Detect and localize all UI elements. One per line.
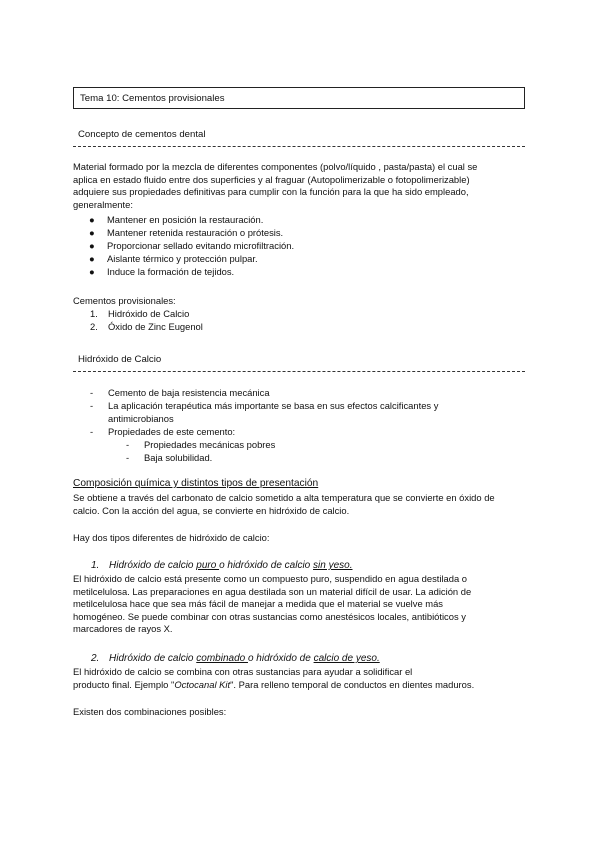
bullet-icon: ● xyxy=(89,253,95,264)
types-intro: Hay dos tipos diferentes de hidróxido de calcio: xyxy=(73,532,270,543)
type1-heading: 1. Hidróxido de calcio puro o hidróxido de calcio sin yeso. xyxy=(91,560,353,571)
text-line: Material formado por la mezcla de diferentes componentes (polvo/líquido , pasta/pasta) el cual se xyxy=(73,161,478,172)
list-item: - Propiedades de este cemento: xyxy=(90,426,236,437)
bullet-icon: ● xyxy=(89,227,95,238)
type1-paragraph xyxy=(73,573,528,636)
intro-paragraph xyxy=(73,161,528,211)
list-item: - Propiedades mecánicas pobres xyxy=(126,439,276,450)
type2-paragraph xyxy=(73,666,528,691)
text-line: homogéneo. Se puede combinar con otras sustancias como anestésicos locales, antibióticos y xyxy=(73,610,466,622)
bullet-icon: ● xyxy=(89,240,95,251)
text-line: generalmente: xyxy=(73,198,133,210)
list-item: - La aplicación terapéutica más importante se basa en sus efectos calcificantes y xyxy=(90,400,439,411)
dash-icon: - xyxy=(90,387,94,398)
composition-paragraph xyxy=(73,492,528,517)
list-item: ● Induce la formación de tejidos. xyxy=(89,266,235,277)
list-item: - Baja solubilidad. xyxy=(126,452,213,463)
list-item: ● Mantener retenida restauración o prótesis. xyxy=(89,227,284,238)
provisional-label: Cementos provisionales: xyxy=(73,295,176,306)
text-line: metilcelulosa. Las preparaciones en agua destilada son un material difícil de usar. La adición de xyxy=(73,585,472,597)
page-title: Tema 10: Cementos provisionales xyxy=(73,87,525,109)
section-heading-hidroxido: Hidróxido de Calcio xyxy=(78,354,162,365)
list-item-continued: antimicrobianos xyxy=(108,413,174,424)
dash-icon: - xyxy=(126,452,130,463)
text-line: El hidróxido de calcio está presente como un compuesto puro, suspendido en agua destilada o xyxy=(73,573,468,584)
list-item: ● Aislante térmico y protección pulpar. xyxy=(89,253,258,264)
closing-line: Existen dos combinaciones posibles: xyxy=(73,706,227,717)
text-line: El hidróxido de calcio se combina con otras sustancias para ayudar a solidificar el xyxy=(73,666,413,677)
list-item: 1. Hidróxido de Calcio xyxy=(90,308,190,319)
dash-icon: - xyxy=(90,400,94,411)
composition-heading: Composición química y distintos tipos de presentación xyxy=(73,478,319,489)
type2-heading: 2. Hidróxido de calcio combinado o hidróxido de calcio de yeso. xyxy=(91,653,380,664)
bullet-icon: ● xyxy=(89,266,95,277)
text-line: adquiere sus propiedades definitivas para cumplir con la función para la que ha sido empleado, xyxy=(73,186,469,198)
dash-icon: - xyxy=(126,439,130,450)
dashed-divider xyxy=(73,146,525,147)
text-line: Se obtiene a través del carbonato de calcio sometido a alta temperatura que se convierte en óxido de xyxy=(73,492,495,503)
list-item: 2. Óxido de Zinc Eugenol xyxy=(90,321,203,332)
bullet-icon: ● xyxy=(89,214,95,225)
list-item: - Cemento de baja resistencia mecánica xyxy=(90,387,270,398)
list-item: ● Mantener en posición la restauración. xyxy=(89,214,264,225)
text-line: metilcelulosa hace que sea más fácil de manejar a medida que el material se vuelve más xyxy=(73,598,443,610)
text-line: producto final. Ejemplo "Octocanal Kit". Para relleno temporal de conductos en dientes maduros. xyxy=(73,678,475,690)
list-item: ● Proporcionar sellado evitando microfiltración. xyxy=(89,240,295,251)
text-line: calcio. Con la acción del agua, se convierte en hidróxido de calcio. xyxy=(73,504,350,516)
section-heading-concepto: Concepto de cementos dental xyxy=(78,129,206,140)
text-line: aplica en estado fluido entre dos superficies y al fraguar (Autopolimerizable o fotopolimerizable) xyxy=(73,173,470,185)
dash-icon: - xyxy=(90,426,94,437)
dashed-divider xyxy=(73,371,525,372)
text-line: marcadores de rayos X. xyxy=(73,623,173,635)
